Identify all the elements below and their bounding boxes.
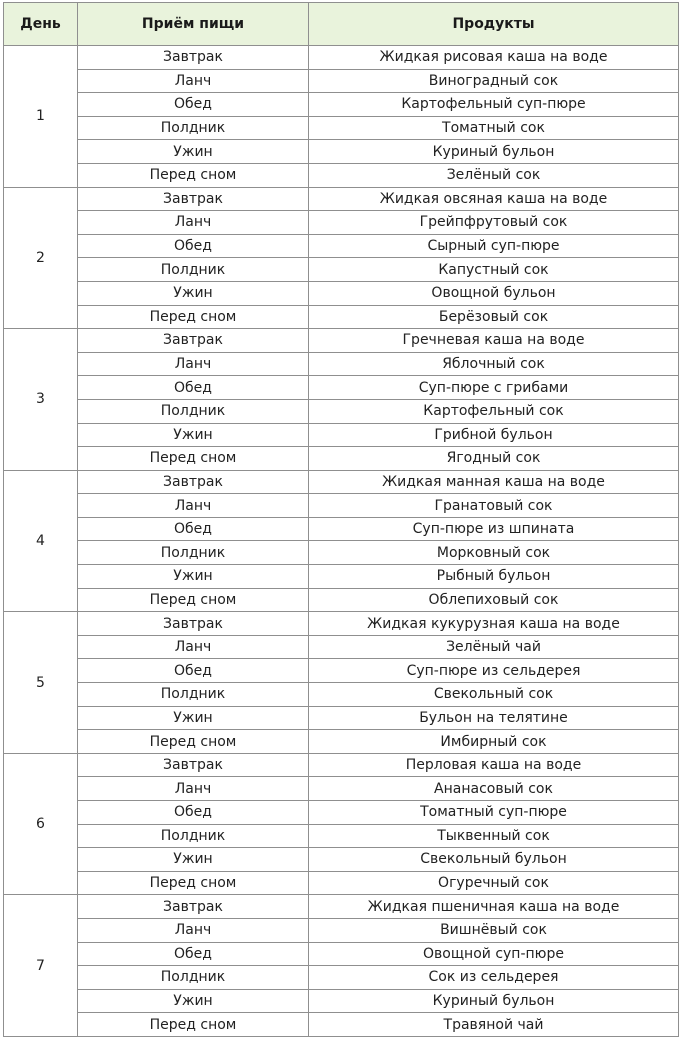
table-row (4, 163, 679, 187)
table-row (4, 423, 679, 447)
product-cell: Картофельный суп-пюре (309, 93, 679, 117)
meal-cell: Перед сном (78, 1013, 309, 1037)
meal-cell: Завтрак (78, 895, 309, 919)
table-row (4, 565, 679, 589)
product-cell: Бульон на телятине (309, 706, 679, 730)
table-row (4, 517, 679, 541)
day-number-cell: 2 (4, 187, 78, 329)
product-cell: Огуречный сок (309, 871, 679, 895)
table-row (4, 187, 679, 211)
table-row (4, 966, 679, 990)
meal-cell: Обед (78, 376, 309, 400)
meal-cell: Ужин (78, 565, 309, 589)
meal-cell: Перед сном (78, 163, 309, 187)
meal-cell: Ужин (78, 281, 309, 305)
product-cell: Облепиховый сок (309, 588, 679, 612)
meal-cell: Перед сном (78, 871, 309, 895)
product-cell: Грейпфрутовый сок (309, 211, 679, 235)
meal-cell: Обед (78, 93, 309, 117)
product-cell: Вишнёвый сок (309, 918, 679, 942)
product-cell: Томатный суп-пюре (309, 801, 679, 825)
product-cell: Грибной бульон (309, 423, 679, 447)
table-row (4, 376, 679, 400)
meal-cell: Ланч (78, 352, 309, 376)
table-row (4, 824, 679, 848)
meal-cell: Перед сном (78, 305, 309, 329)
table-row (4, 730, 679, 754)
product-cell: Гранатовый сок (309, 494, 679, 518)
product-cell: Куриный бульон (309, 989, 679, 1013)
meal-cell: Полдник (78, 824, 309, 848)
day-number-cell: 7 (4, 895, 78, 1037)
table-row (4, 494, 679, 518)
diet-plan-table (3, 2, 679, 1037)
table-header (4, 3, 679, 46)
meal-cell: Завтрак (78, 46, 309, 70)
product-cell: Имбирный сок (309, 730, 679, 754)
meal-cell: Перед сном (78, 730, 309, 754)
product-cell: Свекольный бульон (309, 848, 679, 872)
meal-cell: Перед сном (78, 447, 309, 471)
product-cell: Картофельный сок (309, 399, 679, 423)
table-row (4, 116, 679, 140)
table-row (4, 234, 679, 258)
product-cell: Берёзовый сок (309, 305, 679, 329)
product-cell: Суп-пюре с грибами (309, 376, 679, 400)
meal-cell: Полдник (78, 966, 309, 990)
product-cell: Ананасовый сок (309, 777, 679, 801)
table-row (4, 659, 679, 683)
table-row (4, 447, 679, 471)
product-cell: Рыбный бульон (309, 565, 679, 589)
product-cell: Овощной суп-пюре (309, 942, 679, 966)
meal-cell: Полдник (78, 258, 309, 282)
table-row (4, 588, 679, 612)
meal-cell: Ужин (78, 989, 309, 1013)
table-row (4, 470, 679, 494)
product-cell: Жидкая пшеничная каша на воде (309, 895, 679, 919)
product-cell: Томатный сок (309, 116, 679, 140)
table-row (4, 1013, 679, 1037)
table-row (4, 69, 679, 93)
product-cell: Сырный суп-пюре (309, 234, 679, 258)
product-cell: Овощной бульон (309, 281, 679, 305)
meal-cell: Ланч (78, 69, 309, 93)
product-cell: Жидкая рисовая каша на воде (309, 46, 679, 70)
table-row (4, 140, 679, 164)
table-row (4, 46, 679, 70)
header-day: День (4, 3, 78, 46)
table-row (4, 918, 679, 942)
day-number-cell: 1 (4, 46, 78, 188)
table-row (4, 706, 679, 730)
day-number-cell: 3 (4, 329, 78, 471)
table-row (4, 777, 679, 801)
table-body (4, 46, 679, 1037)
header-products: Продукты (309, 3, 679, 46)
table-row (4, 612, 679, 636)
table-row (4, 93, 679, 117)
day-number-cell: 4 (4, 470, 78, 612)
product-cell: Жидкая кукурузная каша на воде (309, 612, 679, 636)
product-cell: Травяной чай (309, 1013, 679, 1037)
table-row (4, 989, 679, 1013)
meal-cell: Завтрак (78, 753, 309, 777)
meal-cell: Перед сном (78, 588, 309, 612)
product-cell: Сок из сельдерея (309, 966, 679, 990)
meal-cell: Обед (78, 234, 309, 258)
product-cell: Капустный сок (309, 258, 679, 282)
table-row (4, 211, 679, 235)
product-cell: Гречневая каша на воде (309, 329, 679, 353)
meal-cell: Завтрак (78, 187, 309, 211)
table-row (4, 352, 679, 376)
product-cell: Свекольный сок (309, 683, 679, 707)
product-cell: Ягодный сок (309, 447, 679, 471)
table-row (4, 541, 679, 565)
product-cell: Виноградный сок (309, 69, 679, 93)
product-cell: Зелёный чай (309, 635, 679, 659)
meal-cell: Ланч (78, 635, 309, 659)
meal-cell: Ужин (78, 706, 309, 730)
meal-cell: Полдник (78, 683, 309, 707)
day-number-cell: 5 (4, 612, 78, 754)
product-cell: Зелёный сок (309, 163, 679, 187)
table-row (4, 942, 679, 966)
table-row (4, 683, 679, 707)
table-row (4, 801, 679, 825)
product-cell: Морковный сок (309, 541, 679, 565)
meal-cell: Ланч (78, 211, 309, 235)
table-row (4, 305, 679, 329)
meal-cell: Полдник (78, 541, 309, 565)
meal-cell: Завтрак (78, 612, 309, 636)
meal-cell: Обед (78, 659, 309, 683)
meal-cell: Ужин (78, 423, 309, 447)
table-row (4, 258, 679, 282)
product-cell: Яблочный сок (309, 352, 679, 376)
meal-cell: Полдник (78, 399, 309, 423)
meal-cell: Обед (78, 517, 309, 541)
product-cell: Жидкая манная каша на воде (309, 470, 679, 494)
meal-cell: Ланч (78, 494, 309, 518)
product-cell: Перловая каша на воде (309, 753, 679, 777)
meal-cell: Обед (78, 942, 309, 966)
meal-cell: Завтрак (78, 329, 309, 353)
header-meal: Приём пищи (78, 3, 309, 46)
product-cell: Жидкая овсяная каша на воде (309, 187, 679, 211)
table-row (4, 399, 679, 423)
table-row (4, 329, 679, 353)
table-row (4, 635, 679, 659)
product-cell: Суп-пюре из сельдерея (309, 659, 679, 683)
meal-cell: Ланч (78, 918, 309, 942)
product-cell: Куриный бульон (309, 140, 679, 164)
table-row (4, 753, 679, 777)
meal-cell: Ланч (78, 777, 309, 801)
meal-cell: Ужин (78, 140, 309, 164)
product-cell: Тыквенный сок (309, 824, 679, 848)
table-row (4, 848, 679, 872)
meal-cell: Обед (78, 801, 309, 825)
table-row (4, 871, 679, 895)
product-cell: Суп-пюре из шпината (309, 517, 679, 541)
meal-cell: Ужин (78, 848, 309, 872)
meal-cell: Завтрак (78, 470, 309, 494)
header-row (4, 3, 679, 46)
table-row (4, 281, 679, 305)
table-row (4, 895, 679, 919)
day-number-cell: 6 (4, 753, 78, 895)
meal-cell: Полдник (78, 116, 309, 140)
